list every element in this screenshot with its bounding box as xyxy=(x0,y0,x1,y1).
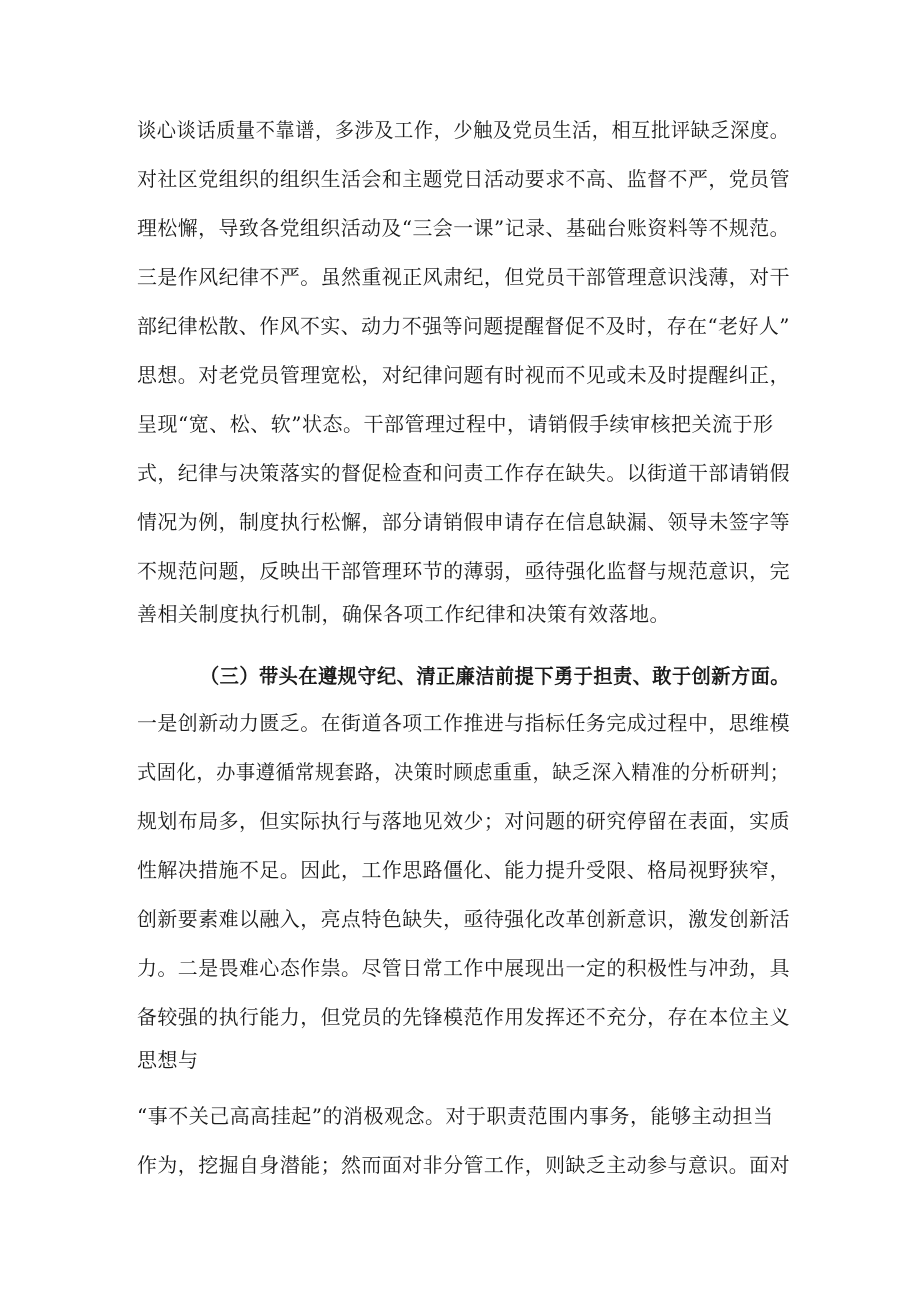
paragraph-line: 情况为例，制度执行松懈，部分请销假申请存在信息缺漏、领导未签字等 xyxy=(137,510,790,534)
paragraph-line: 谈心谈话质量不靠谱，多涉及工作，少触及党员生活，相互批评缺乏深度。 xyxy=(137,118,790,142)
paragraph-line: 理松懈，导致各党组织活动及“三会一课”记录、基础台账资料等不规范。 xyxy=(137,216,790,240)
paragraph-line: 规划布局多，但实际执行与落地见效少；对问题的研究停留在表面，实质 xyxy=(137,809,790,833)
paragraph-line: “事不关己高高挂起”的消极观念。对于职责范围内事务，能够主动担当 xyxy=(137,1104,774,1128)
paragraph-line: 力。二是畏难心态作祟。尽管日常工作中展现出一定的积极性与冲劲，具 xyxy=(137,956,790,980)
paragraph-line: 式固化，办事遵循常规套路，决策时顾虑重重，缺乏深入精准的分析研判； xyxy=(137,760,790,784)
paragraph-line: 思想与 xyxy=(137,1048,199,1072)
paragraph-line: 作为，挖掘自身潜能；然而面对非分管工作，则缺乏主动参与意识。面对 xyxy=(137,1153,790,1177)
paragraph-line: 思想。对老党员管理宽松，对纪律问题有时视而不见或未及时提醒纠正， xyxy=(137,363,790,387)
paragraph-line: 不规范问题，反映出干部管理环节的薄弱，亟待强化监督与规范意识，完 xyxy=(137,559,790,583)
paragraph-line: 三是作风纪律不严。虽然重视正风肃纪，但党员干部管理意识浅薄，对干 xyxy=(137,265,790,289)
paragraph-line: 性解决措施不足。因此，工作思路僵化、能力提升受限、格局视野狭窄， xyxy=(137,858,790,882)
paragraph-line: 对社区党组织的组织生活会和主题党日活动要求不高、监督不严，党员管 xyxy=(137,167,790,191)
paragraph-line: 善相关制度执行机制，确保各项工作纪律和决策有效落地。 xyxy=(137,602,670,626)
paragraph-line: 呈现“宽、松、软”状态。干部管理过程中，请销假手续审核把关流于形 xyxy=(137,412,774,436)
paragraph-line: 备较强的执行能力，但党员的先锋模范作用发挥还不充分，存在本位主义 xyxy=(137,1005,790,1029)
paragraph-line: 一是创新动力匮乏。在街道各项工作推进与指标任务完成过程中，思维模 xyxy=(137,711,790,735)
paragraph-line: 创新要素难以融入，亮点特色缺失，亟待强化改革创新意识，激发创新活 xyxy=(137,907,790,931)
paragraph-line: 部纪律松散、作风不实、动力不强等问题提醒督促不及时，存在“老好人” xyxy=(137,314,790,338)
section-heading: （三）带头在遵规守纪、清正廉洁前提下勇于担责、敢于创新方面。 xyxy=(200,664,790,688)
paragraph-line: 式，纪律与决策落实的督促检查和问责工作存在缺失。以街道干部请销假 xyxy=(137,461,790,485)
